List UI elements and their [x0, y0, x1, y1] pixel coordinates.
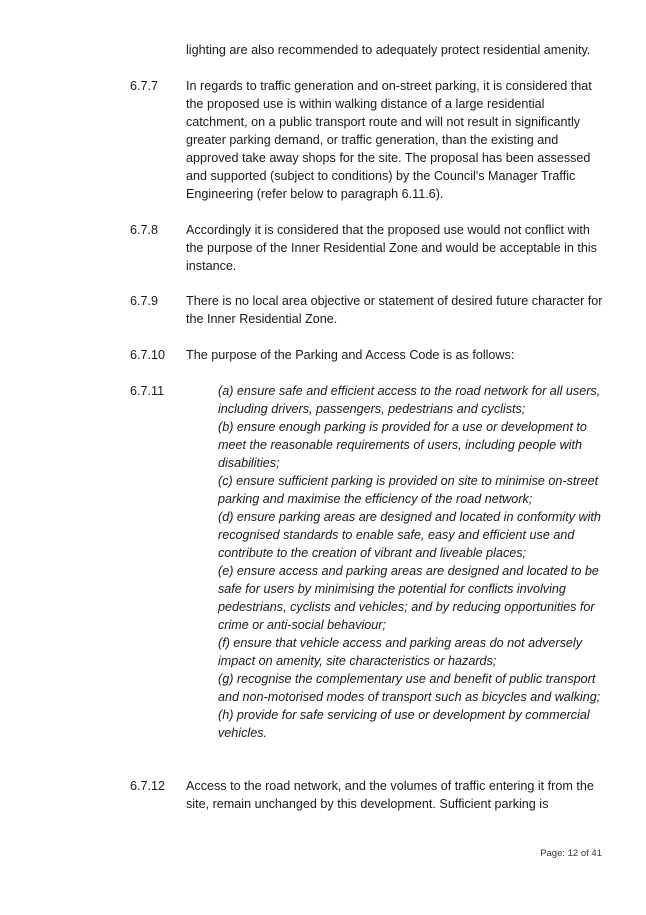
- paragraph-6-7-7: [130, 77, 606, 203]
- paragraph-number: 6.7.12: [130, 779, 166, 793]
- paragraph-number: 6.7.10: [130, 348, 166, 362]
- paragraph-text: In regards to traffic generation and on-street parking, it is considered that the proposed use is within walking distance of a large residential catchment, on a public transport route and will not result in significantly greater parking demand, or traffic generation, than the existing and approved take away shops for the site. The proposal has been assessed and supported (subject to conditions) by the Council's Manager Traffic Engineering (refer below to paragraph 6.11.6).: [186, 79, 592, 201]
- paragraph-6-7-12: [130, 777, 606, 813]
- purpose-item-f: (f) ensure that vehicle access and parking areas do not adversely impact on amenity, site characteristics or hazards;: [218, 636, 583, 668]
- paragraph-6-7-8: [130, 221, 606, 275]
- paragraph-text: The purpose of the Parking and Access Code is as follows:: [186, 348, 515, 362]
- paragraph-text: Access to the road network, and the volumes of traffic entering it from the site, remain unchanged by this development. Sufficient parking is: [186, 779, 594, 811]
- paragraph-6-7-9: [130, 292, 606, 328]
- purpose-item-g: (g) recognise the complementary use and benefit of public transport and non-motorised modes of transport such as bicycles and walking;: [218, 672, 601, 704]
- purpose-item-d: (d) ensure parking areas are designed and located in conformity with recognised standards to enable safe, easy and efficient use and contribute to the creation of vibrant and liveable places;: [218, 510, 601, 560]
- purpose-item-a: (a) ensure safe and efficient access to the road network for all users, including drivers, passengers, pedestrians and cyclists;: [218, 384, 601, 416]
- paragraph-text: Accordingly it is considered that the proposed use would not conflict with the purpose of the Inner Residential Zone and would be acceptable in this instance.: [186, 223, 597, 273]
- purpose-item-e: (e) ensure access and parking areas are designed and located to be safe for users by minimising the potential for conflicts involving pedestrians, cyclists and vehicles; and by reducing opportunities for crime or anti-social behaviour;: [218, 564, 599, 632]
- paragraph-number: 6.7.9: [130, 294, 159, 308]
- paragraph-number: 6.7.11: [130, 384, 165, 398]
- purpose-item-h: (h) provide for safe servicing of use or development by commercial vehicles.: [218, 708, 590, 740]
- continuation-text: lighting are also recommended to adequately protect residential amenity.: [186, 43, 591, 57]
- purpose-item-b: (b) ensure enough parking is provided for a use or development to meet the reasonable requirements of users, including people with disabilities;: [218, 420, 587, 470]
- paragraph-number: 6.7.8: [130, 223, 159, 237]
- page-number: Page: 12 of 41: [540, 848, 602, 859]
- code-purpose-list: [218, 382, 608, 742]
- paragraph-6-7-10: [130, 346, 606, 364]
- paragraph-text: There is no local area objective or statement of desired future character for the Inner Residential Zone.: [186, 294, 603, 326]
- paragraph-6-7-11: [130, 382, 606, 742]
- paragraph-number: 6.7.7: [130, 79, 159, 93]
- purpose-item-c: (c) ensure sufficient parking is provided on site to minimise on-street parking and maximise the efficiency of the road network;: [218, 474, 599, 506]
